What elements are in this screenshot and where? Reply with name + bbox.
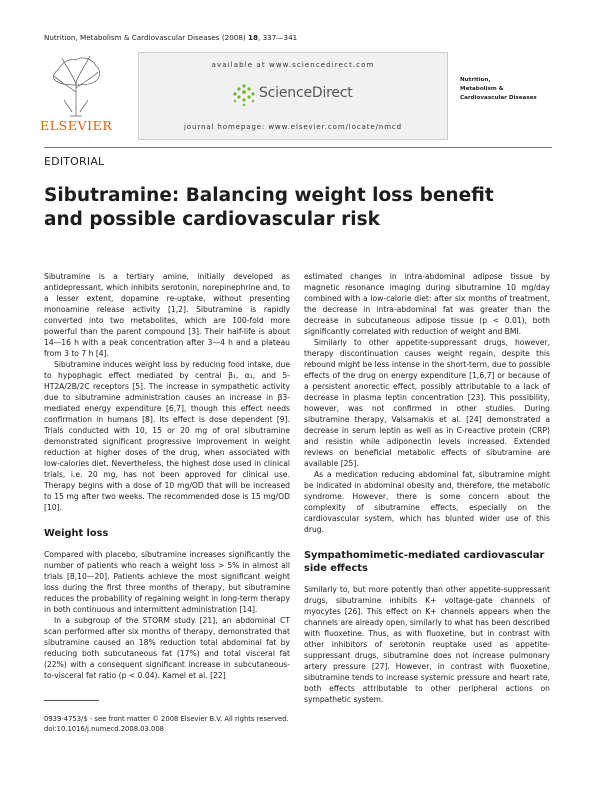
body-paragraph: Similarly to, but more potently than other appetite-suppressant drugs, sibutramine inhibits K+ voltage-gate channels of myocytes [26]. This effect on K+ channels appears when the channels are already open, similarly to what has been described with fluoxetine. Thus, as with fluoxetine, but in contrast with other inhibitors of serotonin reuptake used as appetite-suppressant drugs, sibutramine does not increase pulmonary artery pressure [27]. However, in contrast with fluoxetine, sibutramine tends to increase systemic pressure and heart rate, both effects attributable to other peripheral actions on sympathetic system. [304,585,550,704]
journal-name-logo [460,76,537,103]
title-line: and possible cardiovascular risk [44,209,380,230]
elsevier-wordmark: ELSEVIER [40,118,113,133]
header-divider [44,147,552,148]
article-title [44,184,524,232]
body-paragraph: Sibutramine is a tertiary amine, initially developed as antidepressant, which inhibits serotonin, norepinephrine and, to a lesser extent, dopamine re-uptake, without presenting monoamine release activity [1,2]. Sibutramine is rapidly converted into two metabolites, which are 100-fold more powerful than the parent compound [3]. Their half-life is about 14—16 h with a peak concentration after 3—4 h and a plateau from 3 to 7 h [4]. [44,272,290,358]
footer-copyright [44,714,289,734]
heading-line: Sympathomimetic-mediated cardiovascular [304,550,545,561]
body-paragraph: As a medication reducing abdominal fat, sibutramine might be indicated in abdominal obesity and, therefore, the metabolic syndrome. However, there is some concern about the complexity of sibutramine effects, especially on the cardiovascular system, which has blunted wider use of this drug. [304,470,550,534]
journal-side-line: Nutrition, [460,77,491,83]
body-paragraph: In a subgroup of the STORM study [21], an abdominal CT scan performed after six months of therapy, demonstrated that sibutramine caused an 18% reduction total abdominal fat by reducing both subcutaneous fat (17%) and total visceral fat (22%) with a consequent significant increase in subcutaneous-to-visceral fat ratio (p < 0.04). Kamel et al. [22] [44,616,290,680]
body-paragraph: Similarly to other appetite-suppressant drugs, however, therapy discontinuation causes weight regain, despite this rebound might be less intense in the short-term, due to possible effects of the drug on energy expenditure [1,6,7] or because of a persistent anorectic effect, possibly attributable to a lack of decrease in plasma leptin concentration [23]. This possibility, however, was not confirmed in other studies. During sibutramine therapy, Valsamakis et al. [24] demonstrated a decrease in serum leptin as well as in C-reactive protein (CRP) and resistin while adiponectin levels increased. Extended reviews on beneficial metabolic effects of sibutramine are available [25]. [304,338,550,468]
copyright-line: 0939-4753/$ - see front matter © 2008 Elsevier B.V. All rights reserved. [44,715,289,723]
heading-line: side effects [304,563,368,574]
left-text-column [44,271,290,681]
right-text-column [304,271,550,705]
section-heading-sympathomimetic [304,549,550,575]
body-paragraph: estimated changes in intra-abdominal adipose tissue by magnetic resonance imaging during sibutramine 10 mg/day combined with a low-calorie diet: after six months of treatment, the decrease in intra-abdominal fat was greater than the decrease in subcutaneous adipose tissue (p < 0.01), both significantly correlated with reduction of weight and BMI. [304,272,550,336]
footer-divider [44,700,99,701]
doi-line[interactable]: doi:10.1016/j.numecd.2008.03.008 [44,725,164,733]
sciencedirect-dots-icon [231,83,257,107]
sciencedirect-logo[interactable] [231,79,371,111]
journal-side-line: Metabolism & [460,86,504,92]
page-range: , 337—341 [258,33,298,42]
elsevier-logo[interactable] [40,52,113,134]
elsevier-tree-icon [48,52,104,118]
available-at-text[interactable]: available at www.sciencedirect.com [211,61,375,69]
section-heading-weight-loss: Weight loss [44,528,109,539]
section-label: EDITORIAL [44,155,105,168]
sciencedirect-banner [138,52,448,140]
volume-number: 18 [248,33,259,42]
journal-homepage-text[interactable]: journal homepage: www.elsevier.com/locate/nmcd [183,123,403,131]
title-line: Sibutramine: Balancing weight loss benefit [44,185,494,206]
citation-prefix: Nutrition, Metabolism & Cardiovascular Diseases (2008) [44,33,249,42]
body-paragraph: Compared with placebo, sibutramine increases significantly the number of patients who reach a weight loss > 5% in almost all trials [8,10—20]. Patients achieve the most significant weight loss during the first three months of therapy, but sibutramine reduces the probability of regaining weight in long-term therapy in both continuous and intermittent administration [14]. [44,550,290,614]
body-paragraph: Sibutramine induces weight loss by reducing food intake, due to hypophagic effect mediated by central β₁, α₁, and 5-HT2A/2B/2C receptors [5]. The increase in sympathetic activity due to sibutramine administration causes an increase in β3-mediated energy expenditure [6,7], though this effect needs confirmation in humans [8]. Its effect is dose dependent [9]. Trials conducted with 10, 15 or 20 mg of oral sibutramine demonstrated significant progressive improvement in weight reduction at higher doses of the drug, when associated with low-calories diet. Nevertheless, the highest dose used in clinical trials, i.e. 20 mg, has not been approved for clinical use. Therapy begins with a dose of 10 mg/OD that will be increased to 15 mg after two weeks. The recommended dose is 15 mg/OD [10]. [44,360,290,512]
journal-side-line: Cardiovascular Diseases [460,95,537,101]
sciencedirect-name: ScienceDirect [259,85,353,101]
journal-citation [44,33,297,42]
